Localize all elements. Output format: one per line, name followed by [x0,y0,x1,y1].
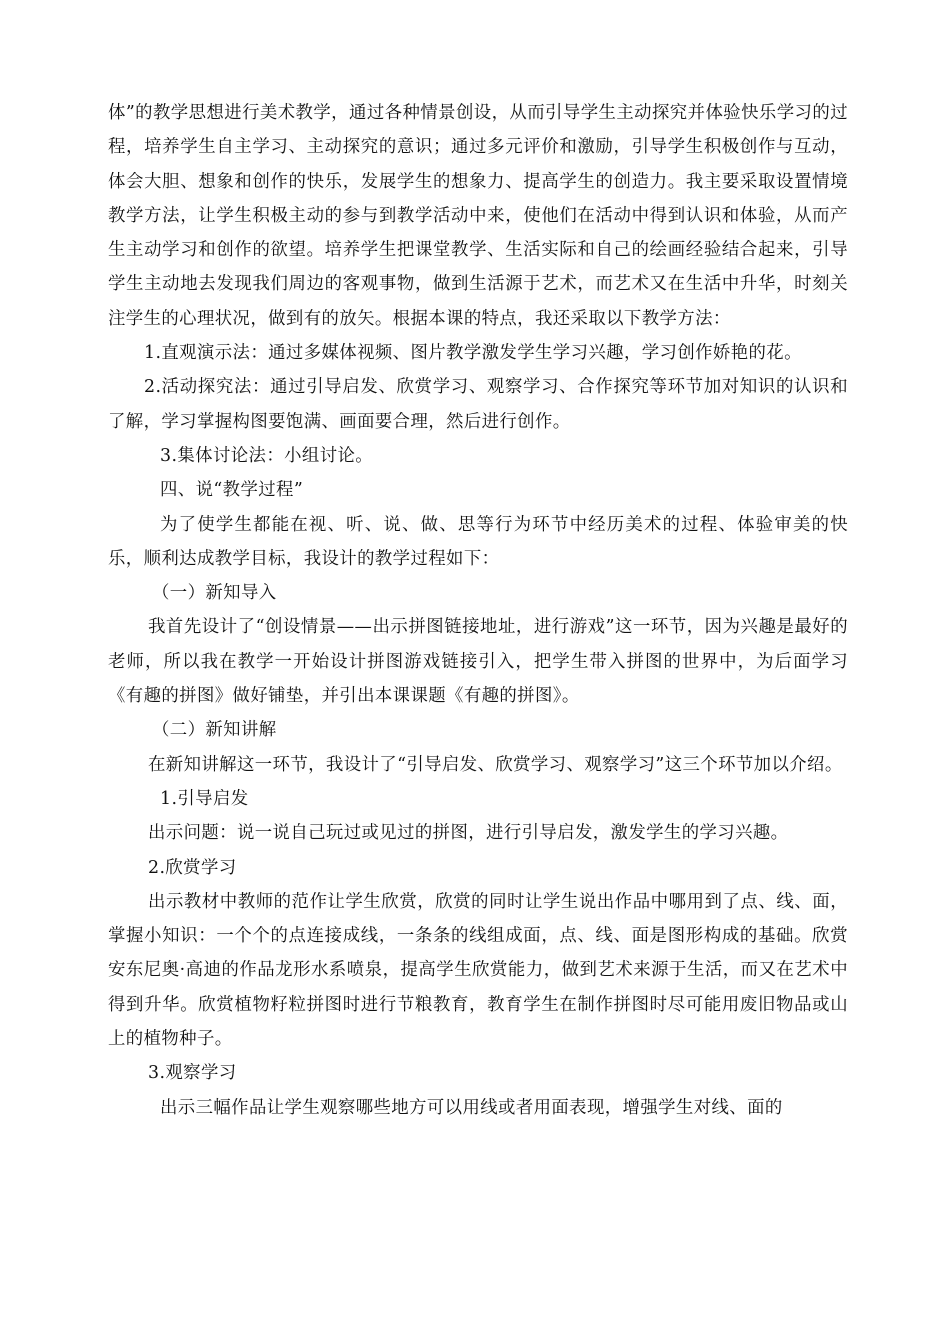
section-heading-teaching-process: 四、说“教学过程” [160,480,304,501]
subheading-new-knowledge-intro: （一）新知导入 [152,583,277,604]
item-observation: 3.观察学习 [148,1063,237,1084]
paragraph-method-2: 2.活动探究法：通过引导启发、欣赏学习、观察学习、合作探究等环节加对知识的认识和了解，学习掌握构图要饱满、画面要合理，然后进行创作。 [108,377,848,432]
subheading-new-knowledge-explain: （二）新知讲解 [152,720,277,741]
item-appreciation: 2.欣赏学习 [148,857,237,878]
paragraph-method-3: 3.集体讨论法：小组讨论。 [160,445,374,466]
paragraph-methods-intro: 体”的教学思想进行美术教学，通过各种情景创设，从而引导学生主动探究并体验快乐学习的过程，培养学生自主学习、主动探究的意识；通过多元评价和激励，引导学生积极创作与互动，体会大胆、想象和创作的快乐，发展学生的想象力、提高学生的创造力。我主要采取设置情境教学方法，让学生积极主动的参与到教学活动中来，使他们在活动中得到认识和体验，从而产生主动学习和创作的欲望。培养学生把课堂教学、生活实际和自己的绘画经验结合起来，引导学生主动地去发现我们周边的客观事物，做到生活源于艺术，而艺术又在生活中升华，时刻关注学生的心理状况，做到有的放矢。根据本课的特点，我还采取以下教学方法： [108,103,848,329]
paragraph-method-1: 1.直观演示法：通过多媒体视频、图片教学激发学生学习兴趣，学习创作娇艳的花。 [144,343,802,364]
paragraph-explain-design: 在新知讲解这一环节，我设计了“引导启发、欣赏学习、观察学习”这三个环节加以介绍。 [148,754,843,775]
item-guide-inspire: 1.引导启发 [160,788,249,809]
paragraph-process-intro: 为了使学生都能在视、听、说、做、思等行为环节中经历美术的过程、体验审美的快乐，顺利达成教学目标，我设计的教学过程如下： [108,514,848,569]
paragraph-intro-design: 我首先设计了“创设情景——出示拼图链接地址，进行游戏”这一环节，因为兴趣是最好的老师，所以我在教学一开始设计拼图游戏链接引入，把学生带入拼图的世界中，为后面学习《有趣的拼图》做好铺垫，并引出本课课题《有趣的拼图》。 [108,617,848,707]
paragraph-guide-inspire: 出示问题：说一说自己玩过或见过的拼图，进行引导启发，激发学生的学习兴趣。 [148,823,789,844]
paragraph-appreciation: 出示教材中教师的范作让学生欣赏，欣赏的同时让学生说出作品中哪用到了点、线、面，掌握小知识：一个个的点连接成线，一条条的线组成面，点、线、面是图形构成的基础。欣赏安东尼奥·高迪的作品龙形水系喷泉，提高学生欣赏能力，做到艺术来源于生活，而又在艺术中得到升华。欣赏植物籽粒拼图时进行节粮教育，教育学生在制作拼图时尽可能用废旧物品或山上的植物种子。 [108,891,848,1050]
paragraph-observation: 出示三幅作品让学生观察哪些地方可以用线或者用面表现，增强学生对线、面的 [160,1097,783,1118]
document-body [108,96,848,1125]
